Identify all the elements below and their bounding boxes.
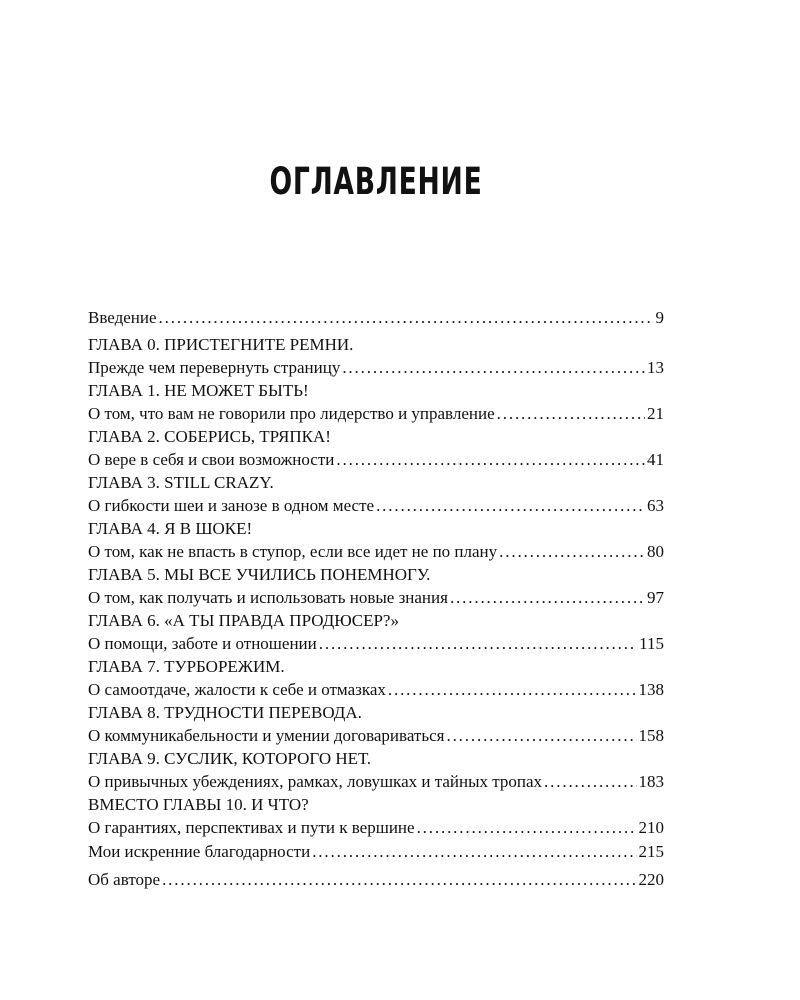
toc-chapter-5[interactable]: [88, 564, 664, 610]
chapter-subtitle-line: [88, 632, 664, 656]
toc-page-number: 63: [647, 496, 664, 515]
toc-entry-intro[interactable]: [88, 306, 664, 330]
chapter-subtitle: О том, что вам не говорили про лидерство и управление: [88, 404, 495, 423]
toc-chapter-6[interactable]: [88, 610, 664, 656]
toc-page-number: 138: [638, 680, 664, 699]
toc-page-number: 80: [647, 542, 664, 561]
dot-leader: [342, 356, 645, 380]
toc-page-number: 9: [655, 308, 664, 327]
chapter-subtitle: О помощи, заботе и отношении: [88, 634, 317, 653]
dot-leader: [417, 816, 637, 840]
chapter-subtitle-line: [88, 724, 664, 748]
chapter-title: ГЛАВА 6. «А ТЫ ПРАВДА ПРОДЮСЕР?»: [88, 611, 399, 630]
chapter-title: ГЛАВА 3. STILL CRAZY.: [88, 473, 274, 492]
toc-page-number: 97: [647, 588, 664, 607]
chapter-title: ГЛАВА 5. МЫ ВСЕ УЧИЛИСЬ ПОНЕМНОГУ.: [88, 565, 431, 584]
chapter-subtitle: О гибкости шеи и занозе в одном месте: [88, 496, 375, 515]
chapter-title: ГЛАВА 8. ТРУДНОСТИ ПЕРЕВОДА.: [88, 703, 362, 722]
chapter-subtitle: О самоотдаче, жалости к себе и отмазках: [88, 680, 386, 699]
toc-page-number: 210: [638, 818, 664, 837]
chapter-title: ГЛАВА 0. ПРИСТЕГНИТЕ РЕМНИ.: [88, 335, 354, 354]
chapter-subtitle-line: [88, 586, 664, 610]
toc-chapter-7[interactable]: [88, 656, 664, 702]
chapter-list: [88, 334, 664, 840]
toc-page-number: 13: [647, 358, 664, 377]
dot-leader: [544, 770, 636, 794]
dot-leader: [446, 724, 636, 748]
toc-chapter-0[interactable]: [88, 334, 664, 380]
dot-leader: [376, 494, 645, 518]
chapter-subtitle-line: [88, 816, 664, 840]
chapter-title: ГЛАВА 2. СОБЕРИСЬ, ТРЯПКА!: [88, 427, 331, 446]
chapter-subtitle: О привычных убеждениях, рамках, ловушках и тайных тропах: [88, 772, 543, 791]
toc-page-number: 183: [638, 772, 664, 791]
dot-leader: [388, 678, 637, 702]
chapter-subtitle-line: [88, 770, 664, 794]
toc-page-number: 41: [647, 450, 664, 469]
dot-leader: [159, 306, 654, 330]
chapter-subtitle-line: [88, 448, 664, 472]
chapter-title: ГЛАВА 1. НЕ МОЖЕТ БЫТЬ!: [88, 381, 309, 400]
toc-page-number: 21: [647, 404, 664, 423]
chapter-subtitle-line: [88, 356, 664, 380]
toc-entry-text: Об авторе: [88, 870, 161, 889]
table-of-contents: [88, 306, 664, 892]
dot-leader: [312, 840, 636, 864]
toc-chapter-10[interactable]: [88, 794, 664, 840]
chapter-title: ГЛАВА 7. ТУРБОРЕЖИМ.: [88, 657, 285, 676]
dot-leader: [450, 586, 645, 610]
chapter-subtitle-line: [88, 494, 664, 518]
dot-leader: [319, 632, 637, 656]
chapter-title: ГЛАВА 9. СУСЛИК, КОТОРОГО НЕТ.: [88, 749, 371, 768]
toc-chapter-8[interactable]: [88, 702, 664, 748]
toc-entry-about[interactable]: [88, 868, 664, 892]
chapter-subtitle: О вере в себя и свои возможности: [88, 450, 335, 469]
chapter-subtitle: О том, как получать и использовать новые знания: [88, 588, 448, 607]
toc-page-number: 158: [638, 726, 664, 745]
chapter-subtitle: О том, как не впасть в ступор, если все идет не по плану: [88, 542, 498, 561]
chapter-title: ВМЕСТО ГЛАВЫ 10. И ЧТО?: [88, 795, 309, 814]
toc-entry-acknowledgements[interactable]: [88, 840, 664, 864]
chapter-subtitle: Прежде чем перевернуть страницу: [88, 358, 341, 377]
chapter-subtitle-line: [88, 402, 664, 426]
toc-chapter-3[interactable]: [88, 472, 664, 518]
toc-entry-text: Введение: [88, 308, 157, 327]
dot-leader: [497, 402, 645, 426]
toc-page-number: 220: [638, 870, 664, 889]
toc-page-number: 215: [638, 842, 664, 861]
toc-chapter-1[interactable]: [88, 380, 664, 426]
toc-page-number: 115: [639, 634, 664, 653]
chapter-subtitle: О коммуникабельности и умении договариваться: [88, 726, 445, 745]
toc-chapter-2[interactable]: [88, 426, 664, 472]
page-title: ОГЛАВЛЕНИЕ: [269, 160, 483, 203]
toc-chapter-4[interactable]: [88, 518, 664, 564]
chapter-subtitle-line: [88, 540, 664, 564]
chapter-subtitle-line: [88, 678, 664, 702]
dot-leader: [336, 448, 645, 472]
dot-leader: [499, 540, 645, 564]
chapter-subtitle: О гарантиях, перспективах и пути к вершине: [88, 818, 415, 837]
toc-chapter-9[interactable]: [88, 748, 664, 794]
toc-entry-text: Мои искренние благодарности: [88, 842, 311, 861]
dot-leader: [162, 868, 636, 892]
chapter-title: ГЛАВА 4. Я В ШОКЕ!: [88, 519, 253, 538]
